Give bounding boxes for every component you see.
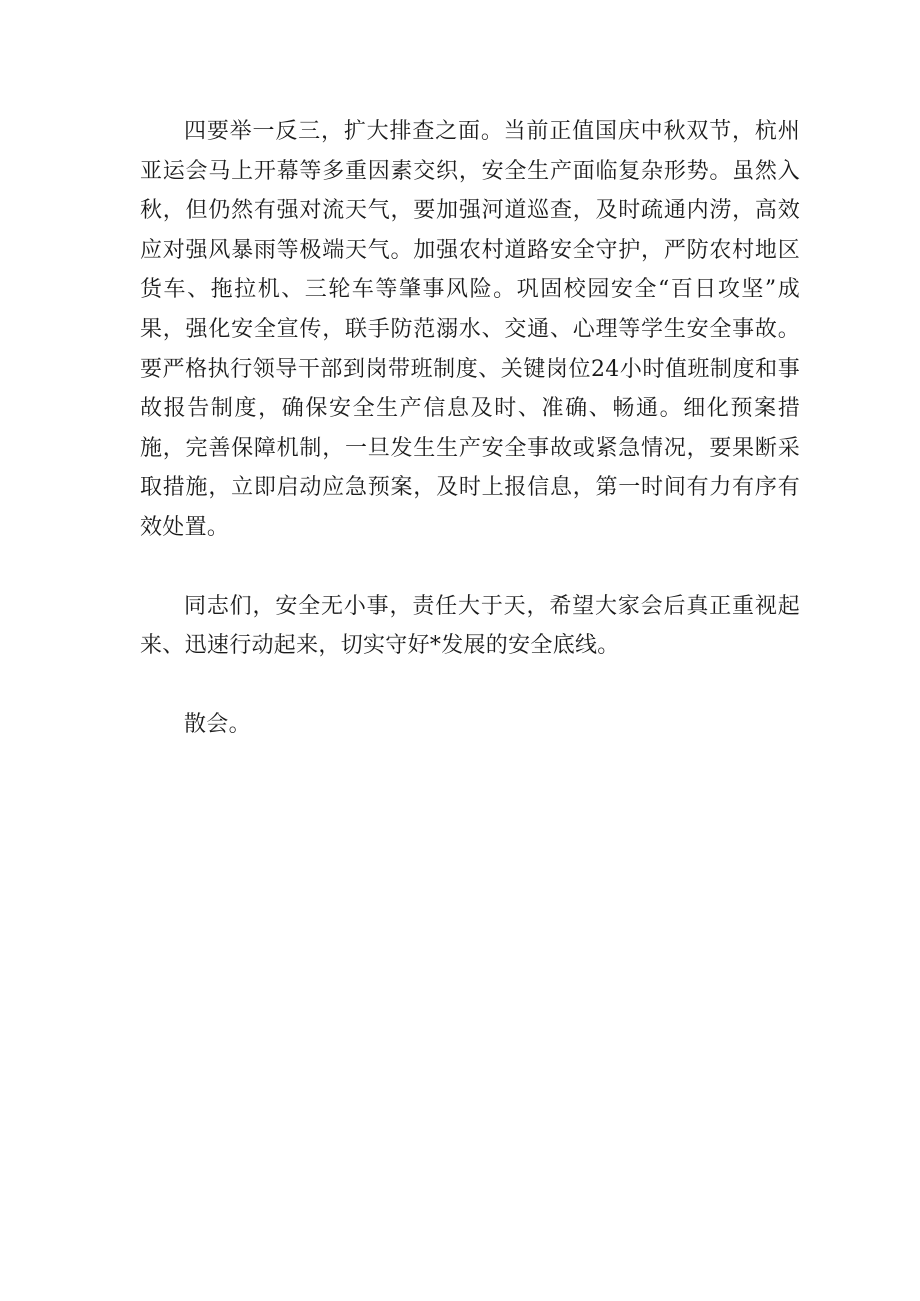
- paragraph-risk-inspection: 四要举一反三，扩大排查之面。当前正值国庆中秋双节，杭州亚运会马上开幕等多重因素交织，安全生产面临复杂形势。虽然入秋，但仍然有强对流天气，要加强河道巡查，及时疏通内涝，高效应对强风暴雨等极端天气。加强农村道路安全守护，严防农村地区货车、拖拉机、三轮车等肇事风险。巩固校园安全“百日攻坚”成果，强化安全宣传，联手防范溺水、交通、心理等学生安全事故。要严格执行领导干部到岗带班制度、关键岗位24小时值班制度和事故报告制度，确保安全生产信息及时、准确、畅通。细化预案措施，完善保障机制，一旦发生生产安全事故或紧急情况，要果断采取措施，立即启动应急预案，及时上报信息，第一时间有力有序有效处置。: [140, 119, 800, 540]
- document-body: [140, 112, 800, 744]
- paragraph-closing-remarks: 同志们，安全无小事，责任大于天，希望大家会后真正重视起来、迅速行动起来，切实守好*发展的安全底线。: [140, 593, 800, 659]
- paragraph-adjourn: 散会。: [184, 711, 251, 737]
